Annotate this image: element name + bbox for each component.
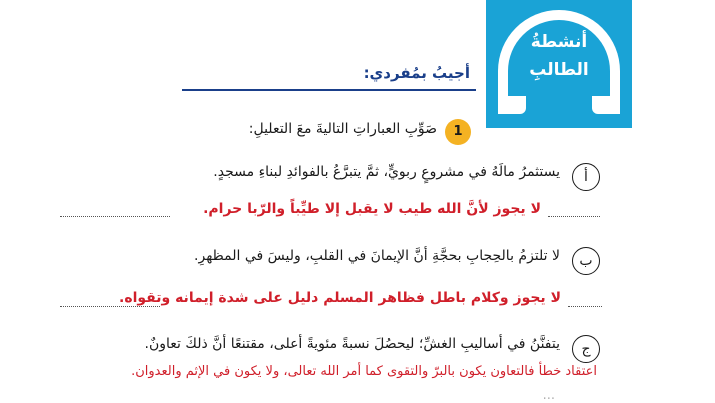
item-answer-c: اعتقاد خطأ فالتعاون يكون بالبرّ والتقوى كما أمر الله تعالى، ولا يكون في الإثم والعدوان. (131, 364, 597, 379)
item-statement-c: يتفنَّنُ في أساليبِ الغشِّ؛ ليحصُلَ نسبةً مئويةً أعلى، مقتنعًا أنَّ ذلكَ تعاونٌ. (144, 336, 560, 352)
item-letter-c: ج (572, 335, 600, 363)
heading-underline (182, 89, 476, 91)
item-answer-a: لا يجوز لأنَّ الله طيب لا يقبل إلا طيِّباً والرّبا حرام. (203, 201, 541, 217)
section-heading: أجيبُ بمُفردي: (363, 64, 470, 82)
task-instruction: صَوِّبِ العباراتِ التاليةَ معَ التعليلِ: (248, 121, 437, 137)
item-statement-a: يستثمرُ مالَهُ في مشروعٍ ربويٍّ، ثمَّ يتبرَّعُ بالفوائدِ لبناءِ مسجدٍ. (213, 164, 560, 180)
item-answer-b: لا يجوز وكلام باطل فظاهر المسلم دليل على شدة إيمانه وتقواه. (119, 290, 561, 306)
answer-line-a-left (60, 216, 170, 217)
badge-line-1: أنشطةُ (530, 32, 588, 52)
answer-line-b-left (60, 306, 160, 307)
badge-line-2: الطالبِ (529, 60, 589, 80)
badge-title (486, 28, 632, 84)
item-letter-a: أ (572, 163, 600, 191)
item-letter-b: ب (572, 247, 600, 275)
answer-line-b-right (568, 306, 602, 307)
badge-ring-foot-left (500, 96, 526, 114)
student-activities-badge (486, 0, 632, 128)
item-statement-b: لا تلتزمُ بالحِجابِ بحجَّةِ أنَّ الإيمانَ في القلبِ، وليسَ في المظهرِ. (194, 248, 560, 264)
badge-ring-foot-right (592, 96, 618, 114)
task-number-badge: 1 (445, 119, 471, 145)
answer-line-a-right (548, 216, 600, 217)
partial-next-line: ... (542, 388, 555, 403)
